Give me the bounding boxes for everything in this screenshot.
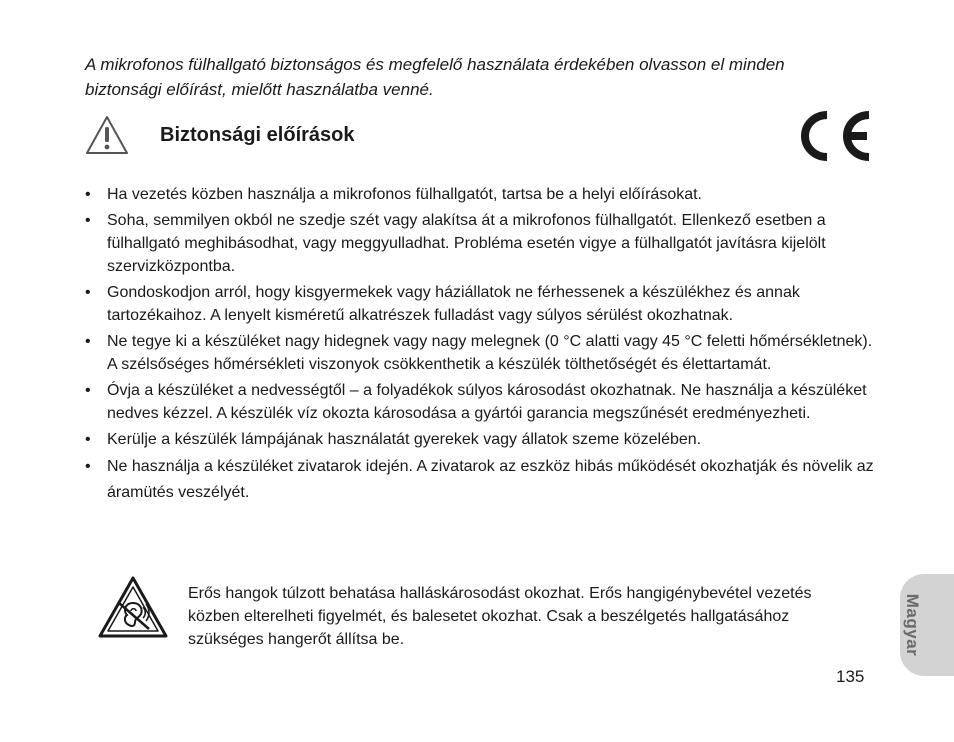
- bullet: •: [85, 212, 91, 229]
- bullet: •: [85, 431, 91, 448]
- language-label: Magyar: [903, 593, 922, 657]
- bullet: •: [85, 186, 91, 203]
- list-item: [84, 281, 874, 327]
- bullet: •: [85, 284, 91, 301]
- section-heading: Biztonsági előírások: [160, 124, 355, 146]
- bullet: •: [85, 333, 91, 350]
- hearing-warning-text: Erős hangok túlzott behatása halláskárosodást okozhat. Erős hangigénybevétel vezetés közben elterelheti figyelmét, és balesetet okozhat. Csak a beszélgetés hallgatásához szükséges hangerőt állítsa be.: [188, 585, 812, 648]
- safety-rules-list: [84, 183, 874, 509]
- language-tab: [900, 574, 954, 676]
- rule-text: Soha, semmilyen okból ne szedje szét vagy alakítsa át a mikrofonos fülhallgatót. Ellenkező esetben a fülhallgató meghibásodhat, vagy meggyulladhat. Probléma esetén vigye a fülhallgatót javításra kijelölt szervizközpontba.: [107, 212, 826, 275]
- bullet: •: [85, 382, 91, 399]
- list-item: [84, 330, 874, 376]
- rule-text: Ne tegye ki a készüléket nagy hidegnek vagy nagy melegnek (0 °C alatti vagy 45 °C feletti hőmérsékletnek). A szélsőséges hőmérsékleti viszonyok csökkenthetik a készülék tölthetőségét és élettartamát.: [107, 333, 873, 373]
- bullet: •: [85, 458, 91, 475]
- hearing-damage-warning-icon: [97, 575, 169, 644]
- rule-text: Ne használja a készüléket zivatarok idején. A zivatarok az eszköz hibás működését okozhatják és növelik az áramütés veszélyét.: [107, 458, 874, 501]
- rule-text: Ha vezetés közben használja a mikrofonos fülhallgatót, tartsa be a helyi előírásokat.: [107, 186, 702, 203]
- rule-text: Gondoskodjon arról, hogy kisgyermekek vagy háziállatok ne férhessenek a készülékhez és annak tartozékaihoz. A lenyelt kisméretű alkatrészek fulladást vagy súlyos sérülést okozhatnak.: [107, 284, 800, 324]
- list-item: [84, 454, 874, 506]
- list-item: [84, 379, 874, 425]
- page-number: 135: [836, 667, 865, 686]
- rule-text: Óvja a készüléket a nedvességtől – a folyadékok súlyos károsodást okozhatnak. Ne használja a készüléket nedves kézzel. A készülék víz okozta károsodása a gyártói garancia megszűnését eredményezheti.: [107, 382, 867, 422]
- rule-text: Kerülje a készülék lámpájának használatát gyerekek vagy állatok szeme közelében.: [107, 431, 702, 448]
- list-item: [84, 428, 874, 451]
- intro-text: A mikrofonos fülhallgató biztonságos és megfelelő használata érdekében olvasson el minden biztonsági előírást, mielőtt használatba venné.: [85, 55, 785, 99]
- list-item: [84, 209, 874, 278]
- ce-mark-icon: [793, 107, 873, 170]
- warning-triangle-icon: [84, 114, 130, 161]
- list-item: [84, 183, 874, 206]
